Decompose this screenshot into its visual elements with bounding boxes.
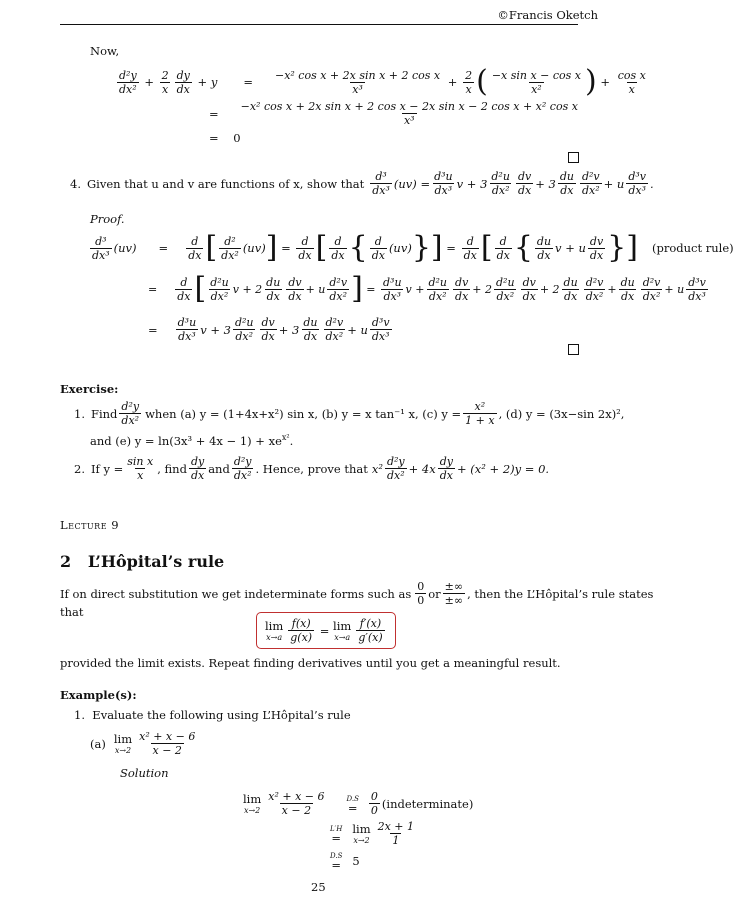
section-number: 2 [60,552,72,571]
exercise-q1-e: and (e) $y = \ln(3x^3 + 4x - 1) + xe^{x^2}$. [90,433,294,448]
solution-label: Solution [120,766,169,780]
solution-step-1: lim x→2 $\frac{\text{x² + x − 6}}{x - 2}$ D.S = $\frac{0}{0}$ (indeterminate) [243,790,474,817]
product-rule-note: (product rule) [651,241,734,255]
page-number: 25 [311,880,326,894]
header-rule [60,24,578,25]
qed-box [568,152,579,163]
example-1a: (a) lim x→2 $\frac{\text{x² + x − 6}}{x - 2}$ [90,730,196,757]
proof-line-1: $\frac{\text{d³}}{\text{dx³}}$ (uv) = $\frac{d}{dx}$ [ $\frac{\text{d²}}{\text{dx²}}$ (uv) ] = $\frac{d}{dx}$ [ $\frac{d}{dx}$ { $\frac{d}{dx}$ (uv) } ] = $\frac{d}{dx}$ [ $\frac{d}{dx}$ { $\frac{du}{dx}$ v + u $\frac{dv}{dx}$ } ] (product rule) [92,230,734,265]
example-1: 1. Evaluate the following using L’Hôpital’s rule [74,708,351,722]
exercise-q2: 2. If y = $\frac{\text{sin x}}{x}$ , find $\frac{dy}{dx}$ and $\frac{\text{d²y}}{\text{dx²}}$ . Hence, prove that x² $\frac{\text{d²y}}{\text{dx²}}$ + 4x $\frac{dy}{dx}$ + (x² + 2)y = 0. [74,455,550,482]
copyright-header: ©Francis Oketch [497,8,598,22]
lecture-label: Lecture 9 [60,518,120,532]
intro-line-2: that [60,605,84,619]
proof-line-2: = $\frac{d}{dx}$ [ $\frac{\text{d²u}}{\text{dx²}}$ v + 2 $\frac{du}{dx}$ $\frac{dv}{dx}$ + u $\frac{\text{d²v}}{\text{dx²}}$ ] = $\frac{\text{d³u}}{\text{dx³}}$ v + $\frac{\text{d²u}}{\text{dx²}}$ $\frac{dv}{dx}$ + 2 $\frac{\text{d²u}}{\text{dx²}}$ $\frac{dv}{dx}$ + 2 $\frac{du}{dx}$ $\frac{\text{d²v}}{\text{dx²}}$ + $\frac{du}{dx}$ $\frac{\text{d²v}}{\text{dx²}}$ + u $\frac{\text{d³v}}{\text{dx³}}$ [148,271,706,306]
lhopital-rule-box: lim x→a $\frac{f(x)}{g(x)}$ = lim x→a $\frac{f'(x)}{g'(x)}$ [256,612,396,649]
proof-label: Proof. [90,212,125,226]
item-4-text: Given that u and v are functions of x, show that [86,176,365,191]
solution-step-2: L′H = lim x→2 $\frac{2x + 1}{1}$ [330,820,415,847]
equation-line-2: = −x² cos x + 2x sin x + 2 cos x − 2x sin x − 2 cos x + x² cos x x³ [209,100,578,127]
equation-line-1: $\frac{\text{d²y}}{\text{dx²}}$ + $\frac{2}{x}$ $\frac{dy}{dx}$ + y = $\frac{\text{−x² cos x + 2x sin x + 2 cos x}}{\text{x³}}$ + $\frac{2}{x}$ ( $\frac{\text{−x sin x − cos x}}{\text{x²}}$ ) + $\frac{\text{cos x}}{x}$ [119,64,646,99]
intro-line-1: If on direct substitution we get indeterminate forms such as $\frac{0}{0}$ or $\frac{\pm\infty}{\pm\infty}$ , then the L’Hôpital’s rule states [60,580,654,607]
now-label: Now, [90,44,120,58]
item-4-number: 4. [70,176,81,191]
solution-step-3: D.S = 5 [330,852,360,872]
section-heading [60,552,224,571]
section-title: L’Hôpital’s rule [87,552,225,571]
intro-provided: provided the limit exists. Repeat finding derivatives until you get a meaningful result. [60,656,561,670]
qed-box-2 [568,344,579,355]
proof-line-3: = $\frac{\text{d³u}}{\text{dx³}}$ v + 3 $\frac{\text{d²u}}{\text{dx²}}$ $\frac{dv}{dx}$ + 3 $\frac{du}{dx}$ $\frac{\text{d²v}}{\text{dx²}}$ + u $\frac{\text{d³v}}{\text{dx³}}$ [148,316,390,343]
equation-line-3: = 0 [209,131,241,145]
item-4: 4. Given that u and v are functions of x, show that $\frac{\text{d³}}{\text{dx³}}$ (uv) = $\frac{\text{d³u}}{\text{dx³}}$ v + 3 $\frac{\text{d²u}}{\text{dx²}}$ $\frac{dv}{dx}$ + 3 $\frac{du}{dx}$ $\frac{\text{d²v}}{\text{dx²}}$ + u $\frac{\text{d³v}}{\text{dx³}}$ . [70,170,654,197]
exercise-q1: 1. Find $\frac{\text{d²y}}{\text{dx²}}$ when (a) y = (1+4x+x²) sin x, (b) y = x tan⁻¹ x, (c) y = $\frac{\text{x²}}{1 + x}$ , (d) y = (3x−sin 2x)², [74,400,625,427]
examples-title: Example(s): [60,688,137,702]
exercise-title: Exercise: [60,382,119,396]
